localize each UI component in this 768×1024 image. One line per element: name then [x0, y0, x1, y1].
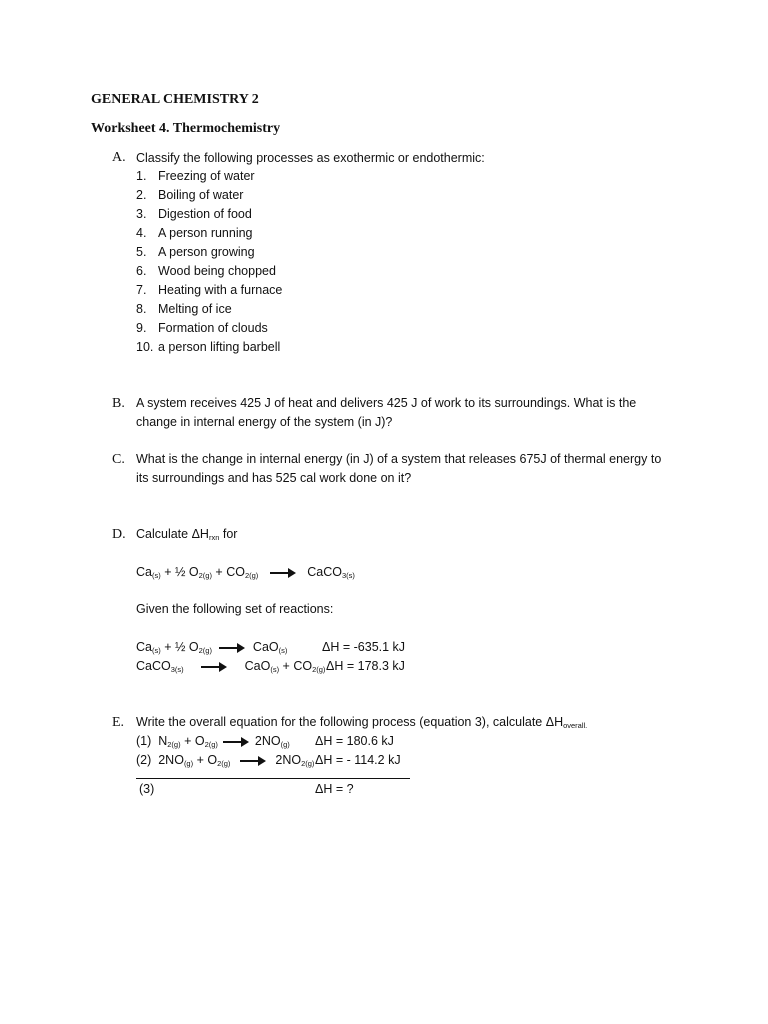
eq1-enthalpy: ΔH = 180.6 kJ: [315, 734, 394, 748]
list-item: [136, 205, 282, 224]
r1-enthalpy: ΔH = -635.1 kJ: [322, 640, 406, 654]
list-item-number: 4.: [136, 226, 147, 240]
r2-p1-state: (s): [270, 665, 280, 674]
r2-enthalpy: ΔH = 178.3 kJ: [326, 659, 405, 673]
list-item: [136, 319, 282, 338]
reaction-arrow-icon: [219, 643, 245, 653]
r2-reactant: CaCO: [136, 659, 171, 673]
list-item-number: 6.: [136, 264, 147, 278]
target-o2-state: 2(g): [198, 571, 212, 580]
list-item-number: 8.: [136, 302, 147, 316]
eq2-enthalpy: ΔH = - 114.2 kJ: [315, 753, 401, 767]
target-ca-state: (s): [151, 571, 161, 580]
section-c-letter: C.: [112, 452, 125, 467]
list-item: [136, 281, 282, 300]
section-b-letter: B.: [112, 396, 125, 411]
target-co2-state: 2(g): [244, 571, 259, 580]
reaction-arrow-icon: [223, 737, 249, 747]
r1-ca: Ca: [136, 640, 152, 654]
section-a-prompt: Classify the following processes as exothermic or endothermic:: [136, 151, 485, 165]
eq2-product-state: 2(g): [301, 759, 315, 768]
r1-product-state: (s): [278, 646, 288, 655]
r2-plus-co2: + CO: [279, 659, 313, 673]
section-b-line2: change in internal energy of the system (in J)?: [136, 415, 393, 429]
target-ca: Ca: [136, 565, 152, 579]
list-item: [136, 300, 282, 319]
worksheet-subtitle: Worksheet 4. Thermochemistry: [91, 121, 281, 136]
list-item-text: A person growing: [158, 245, 255, 259]
section-e-letter: E.: [112, 715, 125, 730]
reaction-arrow-icon: [201, 662, 227, 672]
eq1-label: (1): [136, 734, 152, 748]
r2-p1: CaO: [244, 659, 271, 673]
list-item-number: 5.: [136, 245, 147, 259]
list-item-text: Boiling of water: [158, 188, 244, 202]
process-list: [136, 167, 282, 357]
list-item-number: 1.: [136, 169, 147, 183]
calc-prefix: Calculate ΔH: [136, 527, 209, 541]
section-d-letter: D.: [112, 527, 126, 542]
eq2-no: 2NO: [158, 753, 184, 767]
target-equation: [136, 563, 355, 585]
eq1-product-state: (g): [280, 740, 290, 749]
list-item-text: Digestion of food: [158, 207, 252, 221]
list-item-number: 9.: [136, 321, 147, 335]
eq2-no-state: (g): [183, 759, 194, 768]
eq3-label: (3): [139, 782, 155, 796]
list-item: [136, 224, 282, 243]
list-item-number: 7.: [136, 283, 147, 297]
section-b-line1: A system receives 425 J of heat and delivers 425 J of work to its surroundings. What is the: [136, 396, 637, 410]
target-plus-o2: + ½ O: [160, 565, 199, 579]
r2-co2-state: 2(g): [312, 665, 326, 674]
list-item-text: A person running: [158, 226, 253, 240]
eq2-o2-state: 2(g): [217, 759, 231, 768]
equation-2: [136, 751, 314, 773]
section-c-line2: its surroundings and has 525 cal work done on it?: [136, 471, 412, 485]
list-item-number: 3.: [136, 207, 147, 221]
target-product-state: 3(s): [342, 571, 355, 580]
eq1-n2-state: 2(g): [167, 740, 181, 749]
eq1-product: 2NO: [254, 734, 281, 748]
e-prompt-text: Write the overall equation for the following process (equation 3), calculate ΔH: [136, 715, 564, 729]
section-a-letter: A.: [112, 150, 126, 165]
list-item-text: Freezing of water: [158, 169, 255, 183]
calc-sub: rxn: [208, 533, 220, 542]
r1-ca-state: (s): [151, 646, 161, 655]
list-item: [136, 243, 282, 262]
summation-rule: [136, 778, 410, 779]
list-item-text: Wood being chopped: [158, 264, 276, 278]
page-title: GENERAL CHEMISTRY 2: [91, 92, 259, 107]
list-item-number: 10.: [136, 340, 154, 354]
list-item-text: Heating with a furnace: [158, 283, 283, 297]
list-item-text: Melting of ice: [158, 302, 232, 316]
target-plus-co2: + CO: [211, 565, 245, 579]
r1-plus-o2: + ½ O: [160, 640, 199, 654]
calc-suffix: for: [219, 527, 238, 541]
eq3-enthalpy: ΔH = ?: [315, 782, 354, 796]
list-item-number: 2.: [136, 188, 147, 202]
list-item-text: a person lifting barbell: [158, 340, 281, 354]
section-d-prompt: [136, 525, 237, 547]
list-item: [136, 338, 282, 357]
eq1-o2-state: 2(g): [204, 740, 218, 749]
section-c-line1: What is the change in internal energy (in J) of a system that releases 675J of thermal energy to: [136, 452, 662, 466]
target-product: CaCO: [307, 565, 342, 579]
reaction-arrow-icon: [270, 568, 296, 578]
reaction-arrow-icon: [240, 756, 266, 766]
r1-o2-state: 2(g): [198, 646, 212, 655]
list-item-text: Formation of clouds: [158, 321, 268, 335]
list-item: [136, 167, 282, 186]
list-item: [136, 262, 282, 281]
eq1-n2: N: [158, 734, 168, 748]
reaction-2: [136, 657, 325, 679]
eq1-plus-o2: + O: [180, 734, 205, 748]
eq2-product: 2NO: [275, 753, 302, 767]
e-prompt-sub: overall.: [563, 721, 588, 730]
r1-product: CaO: [252, 640, 279, 654]
eq2-label: (2): [136, 753, 152, 767]
eq2-plus-o2: + O: [193, 753, 218, 767]
list-item: [136, 186, 282, 205]
r2-reactant-state: 3(s): [170, 665, 184, 674]
given-label: Given the following set of reactions:: [136, 602, 334, 616]
